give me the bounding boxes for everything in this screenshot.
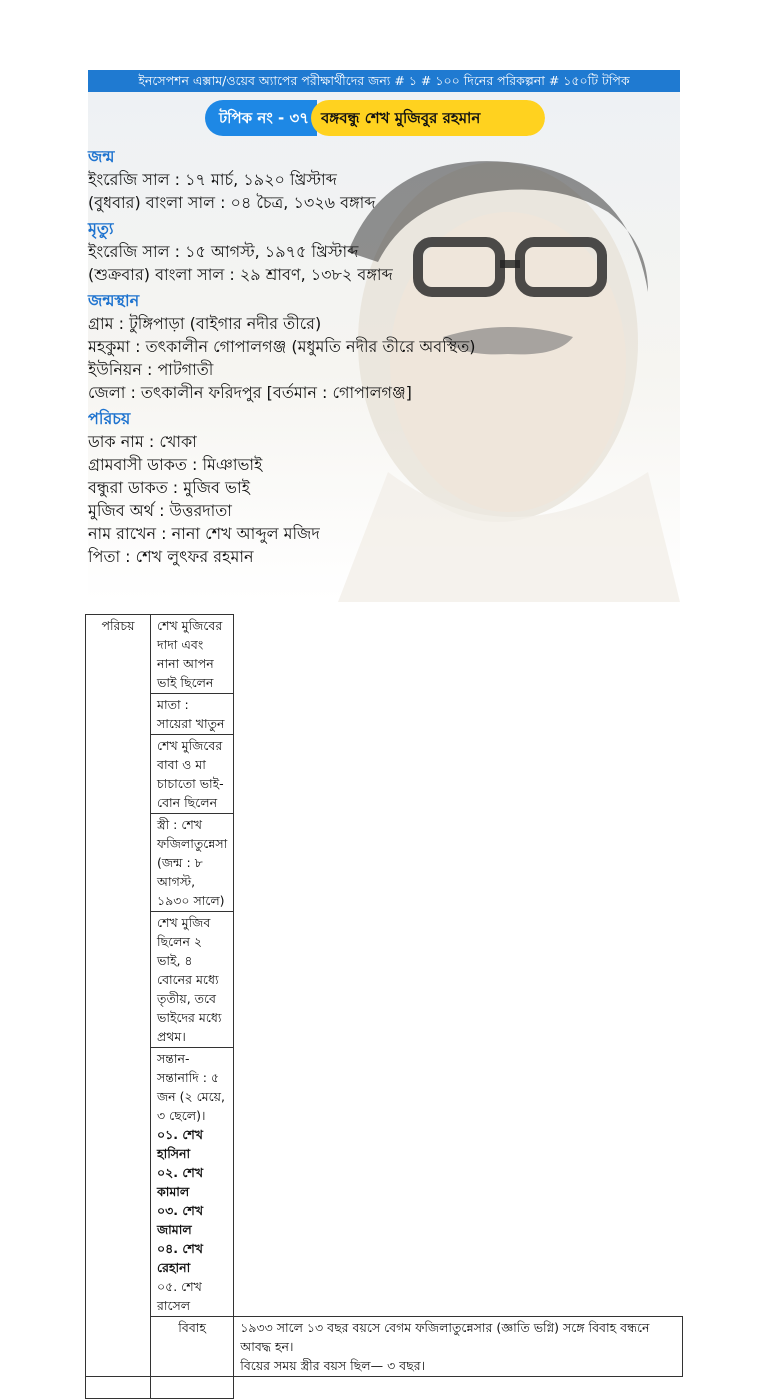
intro-line: ডাক নাম : খোকা [88,432,197,451]
topic-number: টপিক নং - ৩৭ [205,100,317,136]
child-item: ০৫. শেখ রাসেল [157,1279,202,1313]
table-row [86,694,683,735]
intro-heading: পরিচয় [88,409,131,428]
table-row [86,814,683,912]
table-cell [86,1377,151,1399]
table-cell: শেখ মুজিব ছিলেন ২ ভাই, ৪ বোনের মধ্যে তৃতীয়, তবে ভাইদের মধ্যে প্রথম। [151,912,234,1048]
table-row [86,735,683,814]
table-cell: মাতা : সায়েরা খাতুন [151,694,234,735]
table-row [86,1048,683,1317]
bio-content [88,146,608,568]
table-cell [151,1377,234,1399]
birthplace-line: জেলা : তৎকালীন ফরিদপুর [বর্তমান : গোপালগঞ্জ] [88,383,412,402]
marriage-cell [234,1317,683,1377]
child-item: ০২. শেখ কামাল [157,1165,204,1199]
birthplace-line: ইউনিয়ন : পাটগাতী [88,360,214,379]
child-item: ০১. শেখ হাসিনা [157,1127,204,1161]
top-banner: ইনসেপশন এক্সাম/ওয়েব অ্যাপের পরীক্ষার্থীদের জন্য # ১ # ১০০ দিনের পরিকল্পনা # ১৫০টি টপিক [88,70,680,92]
table-cell: শেখ মুজিবের বাবা ও মা চাচাতো ভাই-বোন ছিলেন [151,735,234,814]
marriage-label-cell: বিবাহ [151,1317,234,1377]
birth-heading: জন্ম [88,147,115,166]
death-heading: মৃত্যু [88,219,114,238]
birth-line: (বুধবার) বাংলা সাল : ০৪ চৈত্র, ১৩২৬ বঙ্গাব্দ [88,193,376,212]
birthplace-line: গ্রাম : টুঙ্গিপাড়া (বাইগার নদীর তীরে) [88,314,322,333]
table-row [86,615,683,694]
death-line: ইংরেজি সাল : ১৫ আগস্ট, ১৯৭৫ খ্রিস্টাব্দ [88,242,359,261]
intro-line: পিতা : শেখ লুৎফর রহমান [88,547,254,566]
table-cell: শেখ মুজিবের দাদা এবং নানা আপন ভাই ছিলেন [151,615,234,694]
info-table [85,614,683,1399]
child-item: ০৩. শেখ জামাল [157,1203,204,1237]
birthplace-heading: জন্মস্থান [88,291,140,310]
table-cell: স্ত্রী : শেখ ফজিলাতুন্নেসা (জন্ম : ৮ আগস্ট, ১৯৩০ সালে) [151,814,234,912]
marriage-line: ১৯৩৩ সালে ১৩ বছর বয়সে বেগম ফজিলাতুন্নেসার (জ্ঞাতি ভগ্নি) সঙ্গে বিবাহ বন্ধনে আবদ্ধ হন। [240,1320,650,1354]
marriage-line: বিয়ের সময় স্ত্রীর বয়স ছিল— ৩ বছর। [240,1358,426,1373]
intro-line: গ্রামবাসী ডাকত : মিঞাভাই [88,455,263,474]
intro-line: বন্ধুরা ডাকত : মুজিব ভাই [88,478,250,497]
table-row [86,912,683,1048]
topic-title-pill [205,100,545,136]
death-line: (শুক্রবার) বাংলা সাল : ২৯ শ্রাবণ, ১৩৮২ বঙ্গাব্দ [88,265,393,284]
intro-line: মুজিব অর্থ : উত্তরদাতা [88,501,232,520]
birthplace-line: মহকুমা : তৎকালীন গোপালগঞ্জ (মধুমতি নদীর তীরে অবস্থিত) [88,337,476,356]
children-cell [151,1048,234,1317]
table-row [86,1317,683,1377]
child-item: ০৪. শেখ রেহানা [157,1241,204,1275]
children-header: সন্তান-সন্তানাদি : ৫ জন (২ মেয়ে, ৩ ছেলে)। [157,1051,225,1123]
intro-label-cell: পরিচয় [86,615,151,1377]
table-row [86,1377,683,1399]
birth-line: ইংরেজি সাল : ১৭ মার্চ, ১৯২০ খ্রিস্টাব্দ [88,170,337,189]
intro-line: নাম রাখেন : নানা শেখ আব্দুল মজিদ [88,524,320,543]
topic-name: বঙ্গবন্ধু শেখ মুজিবুর রহমান [311,100,545,136]
